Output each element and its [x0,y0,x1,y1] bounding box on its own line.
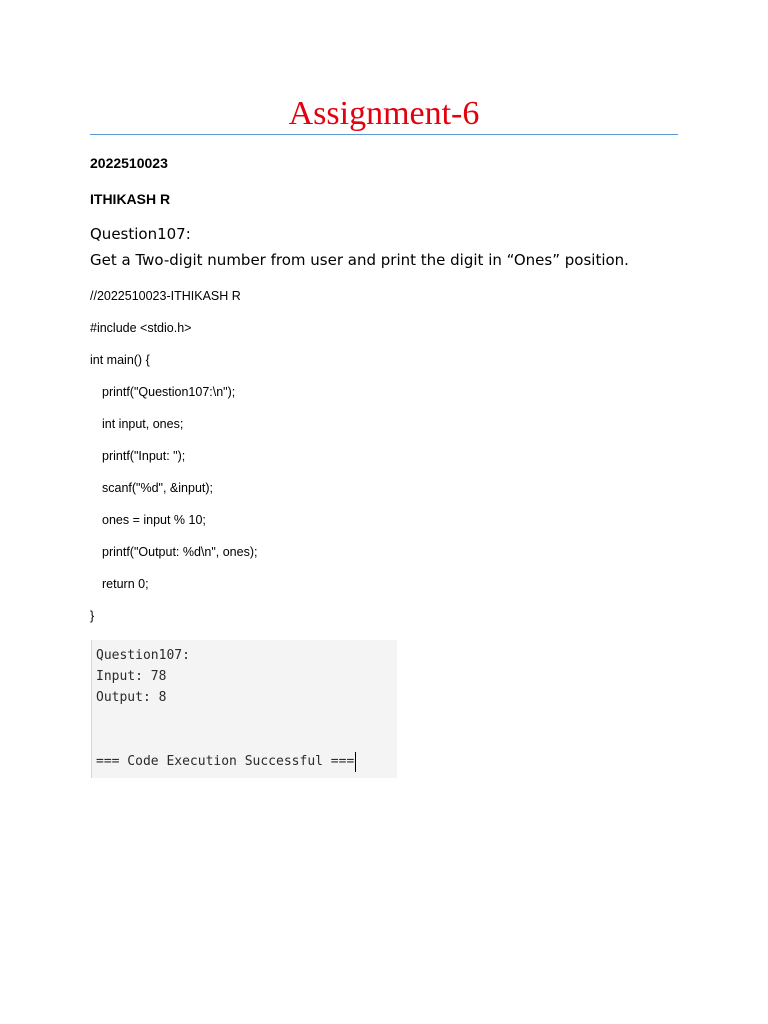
code-line-printf-output: printf("Output: %d\n", ones); [102,545,258,559]
code-line-printf-question: printf("Question107:\n"); [102,385,236,399]
code-listing [90,286,690,638]
code-line-comment: //2022510023-ITHIKASH R [90,289,241,303]
student-id: 2022510023 [90,155,168,171]
code-line-ones-calc: ones = input % 10; [102,513,206,527]
console-line-input: Input: 78 [96,669,167,684]
code-line-printf-input: printf("Input: "); [102,449,186,463]
console-left-edge [91,640,92,778]
code-line-declare: int input, ones; [102,417,184,431]
student-name: ITHIKASH R [90,191,171,207]
code-line-scanf: scanf("%d", &input); [102,481,214,495]
code-line-include: #include <stdio.h> [90,321,192,335]
console-line-output: Output: 8 [96,690,167,705]
console-line-success: === Code Execution Successful === [96,754,355,769]
title-underline [90,134,678,135]
code-line-main: int main() { [90,353,150,367]
question-title: Question107: [90,225,191,243]
document-title: Assignment-6 [288,95,480,132]
code-line-return: return 0; [102,577,149,591]
console-line-question: Question107: [96,648,190,663]
console-output-screenshot [91,640,397,778]
question-text: Get a Two-digit number from user and print the digit in “Ones” position. [90,251,629,269]
text-cursor [355,752,356,772]
code-line-closing-brace: } [90,609,95,623]
